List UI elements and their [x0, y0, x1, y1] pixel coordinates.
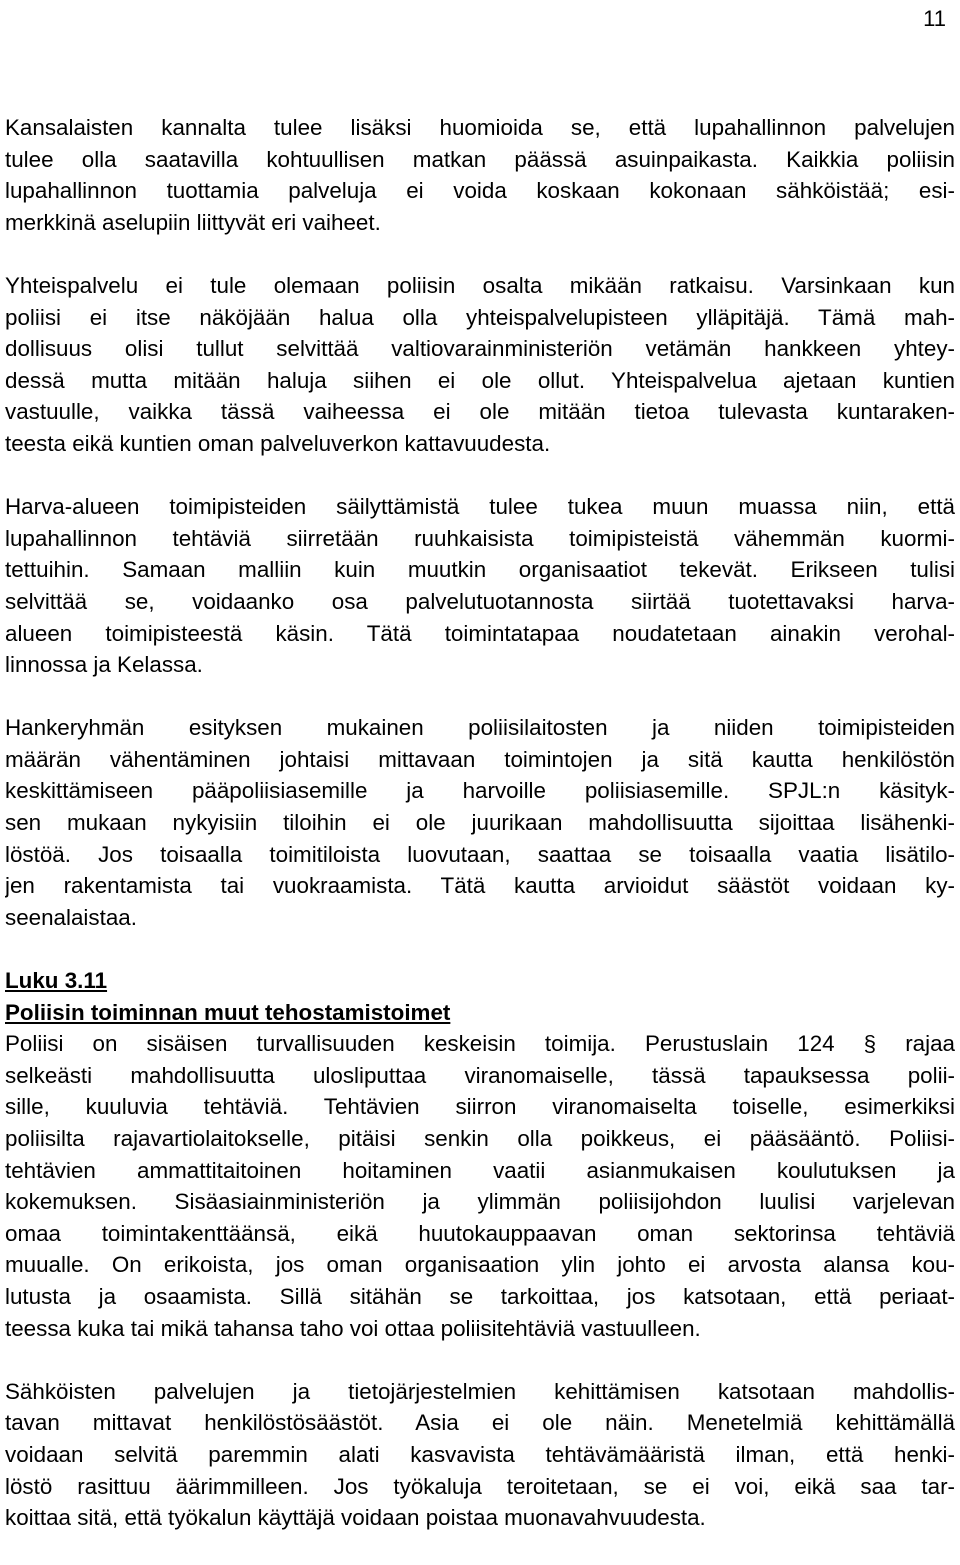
text-line: lutusta ja osaamista. Sillä sitähän se tarkoittaa, jos katsotaan, että periaat- — [5, 1283, 955, 1309]
paragraph-3 — [5, 491, 955, 681]
paragraph-final — [5, 1376, 955, 1534]
text-line: tettuihin. Samaan malliin kuin muutkin organisaatiot tekevät. Erikseen tulisi — [5, 557, 955, 583]
text-line: poliisi ei itse näköjään halua olla yhteispalvelupisteen ylläpitäjä. Tämä mah- — [5, 304, 955, 330]
page-number: 11 — [923, 6, 946, 31]
text-line: keskittämiseen pääpoliisiasemille ja harvoille poliisiasemille. SPJL:n käsityk- — [5, 778, 955, 804]
text-line: sen mukaan nykyisiin tiloihin ei ole juurikaan mahdollisuutta sijoittaa lisähenki- — [5, 810, 955, 836]
paragraph-2 — [5, 270, 955, 460]
text-line: Sähköisten palvelujen ja tietojärjestelmien kehittämisen katsotaan mahdollis- — [5, 1378, 955, 1404]
text-line: vastuulle, vaikka tässä vaiheessa ei ole mitään tietoa tulevasta kuntaraken- — [5, 399, 955, 425]
text-line: löstö rasittuu äärimmilleen. Jos työkaluja teroitetaan, se ei voi, eikä saa tar- — [5, 1473, 955, 1499]
text-line: tavan mittavat henkilöstösäästöt. Asia ei ole näin. Menetelmiä kehittämällä — [5, 1410, 955, 1436]
text-line: tulee olla saatavilla kohtuullisen matkan päässä asuinpaikasta. Kaikkia poliisin — [5, 146, 955, 172]
text-line: Kansalaisten kannalta tulee lisäksi huomioida se, että lupahallinnon palvelujen — [5, 115, 955, 140]
text-line: seenalaistaa. — [5, 904, 137, 930]
text-line: linnossa ja Kelassa. — [5, 652, 203, 678]
paragraph-4 — [5, 712, 955, 933]
text-line: selvittää se, voidaanko osa palvelutuotannosta siirtää tuotettavaksi harva- — [5, 588, 955, 614]
text-line: Poliisi on sisäisen turvallisuuden keskeisin toimija. Perustuslain 124 § rajaa — [5, 1031, 955, 1057]
text-line: dessä mutta mitään haluja siihen ei ole ollut. Yhteispalvelua ajetaan kuntien — [5, 367, 955, 393]
text-line: muualle. On erikoista, jos oman organisaation ylin johto ei arvosta alansa kou- — [5, 1252, 955, 1278]
text-line: sille, kuuluvia tehtäviä. Tehtävien siirron viranomaiselta toiselle, esimerkiksi — [5, 1094, 955, 1120]
text-line: alueen toimipisteestä käsin. Tätä toimintatapaa noudatetaan ainakin verohal- — [5, 620, 955, 646]
text-line: selkeästi mahdollisuutta ulosliputtaa viranomaiselle, tässä tapauksessa polii- — [5, 1062, 955, 1088]
text-line: teesta eikä kuntien oman palveluverkon kattavuudesta. — [5, 430, 551, 456]
chapter-heading — [5, 965, 955, 1028]
document-body — [5, 112, 955, 1565]
chapter-number: Luku 3.11 — [5, 968, 108, 994]
chapter-title: Poliisin toiminnan muut tehostamistoimet — [5, 999, 451, 1025]
text-line: tehtävien ammattitaitoinen hoitaminen vaatii asianmukaisen koulutuksen ja — [5, 1157, 955, 1183]
text-line: määrän vähentäminen johtaisi mittavaan toimintojen ja sitä kautta henkilöstön — [5, 746, 955, 772]
text-line: poliisilta rajavartiolaitokselle, pitäisi senkin olla poikkeus, ei pääsääntö. Poliisi- — [5, 1126, 955, 1151]
text-line: Yhteispalvelu ei tule olemaan poliisin osalta mikään ratkaisu. Varsinkaan kun — [5, 272, 955, 298]
text-line: teessa kuka tai mikä tahansa taho voi ottaa poliisitehtäviä vastuulleen. — [5, 1315, 701, 1341]
text-line: kokemuksen. Sisäasiainministeriön ja ylimmän poliisijohdon luulisi varjelevan — [5, 1189, 955, 1215]
paragraph-1 — [5, 112, 955, 238]
text-line: Harva-alueen toimipisteiden säilyttämistä tulee tukea muun muassa niin, että — [5, 494, 955, 520]
text-line: koittaa sitä, että työkalun käyttäjä voidaan poistaa muonavahvuudesta. — [5, 1505, 706, 1531]
text-line: merkkinä aselupiin liittyvät eri vaiheet. — [5, 209, 381, 235]
text-line: jen rakentamista tai vuokraamista. Tätä kautta arvioidut säästöt voidaan ky- — [5, 873, 955, 899]
text-line: lupahallinnon tuottamia palveluja ei voida koskaan kokonaan sähköistää; esi- — [5, 178, 955, 204]
text-line: lupahallinnon tehtäviä siirretään ruuhkaisista toimipisteistä vähemmän kuormi- — [5, 525, 955, 551]
text-line: omaa toimintakenttäänsä, eikä huutokauppaavan oman sektorinsa tehtäviä — [5, 1220, 955, 1246]
text-line: voidaan selvitä paremmin alati kasvavista tehtävämääristä ilman, että henki- — [5, 1441, 955, 1467]
text-line: Hankeryhmän esityksen mukainen poliisilaitosten ja niiden toimipisteiden — [5, 715, 955, 741]
text-line: löstöä. Jos toisaalla toimitiloista luovutaan, saattaa se toisaalla vaatia lisätilo- — [5, 841, 955, 867]
chapter-section — [5, 965, 955, 1344]
text-line: dollisuus olisi tullut selvittää valtiovarainministeriön vetämän hankkeen yhtey- — [5, 336, 955, 362]
